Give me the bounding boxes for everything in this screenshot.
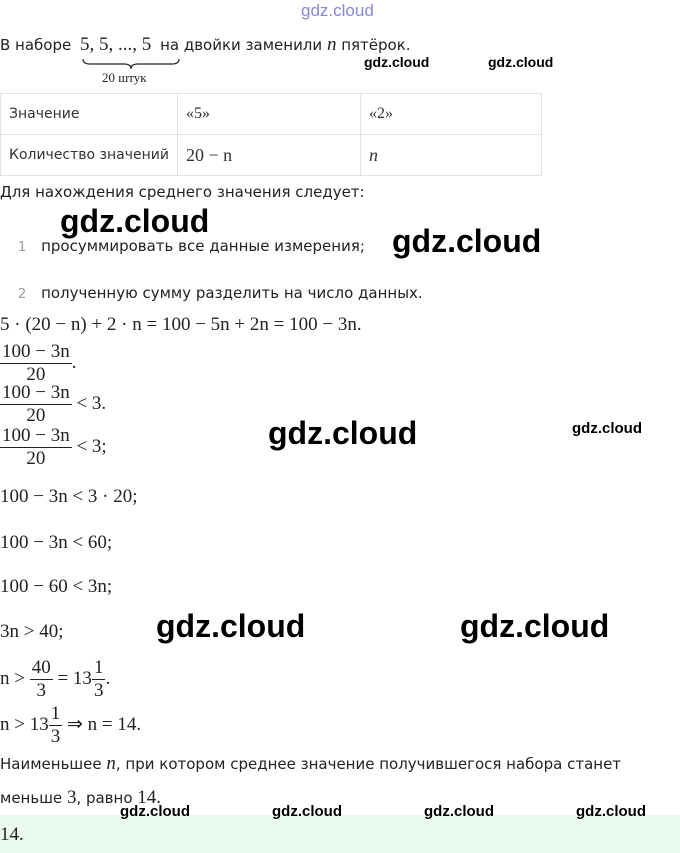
watermark: gdz.cloud xyxy=(272,803,342,820)
watermark: gdz.cloud xyxy=(576,803,646,820)
fraction: $\frac{100 - 3n}{20}$ xyxy=(2,382,70,426)
watermark: gdz.cloud xyxy=(460,608,610,644)
conclusion-line-1: Наименьшее n, при котором среднее значение получившегося набора станет xyxy=(0,753,622,774)
watermark: gdz.cloud xyxy=(60,203,210,239)
fraction: $\frac{1}{3}$ xyxy=(93,657,104,701)
table-row xyxy=(1,135,542,176)
table-cell: n xyxy=(361,135,542,176)
fraction-line-3 xyxy=(0,425,107,470)
table-cell: «5» xyxy=(178,94,361,135)
step-number: 1 xyxy=(18,240,27,255)
fraction-line-1 xyxy=(0,341,76,386)
table-row xyxy=(1,94,542,135)
step-text: просуммировать все данные измерения; xyxy=(41,237,365,255)
step-number: 2 xyxy=(18,287,27,302)
watermark: gdz.cloud xyxy=(392,223,542,259)
intro-before: В наборе xyxy=(0,36,72,54)
inequality-1: 100 − 3n < 3 · 20; xyxy=(0,486,138,507)
watermark: gdz.cloud xyxy=(364,54,430,70)
values-table xyxy=(0,93,542,176)
set-with-brace xyxy=(80,34,151,56)
fraction-dot: . xyxy=(71,351,77,373)
n-fraction-line: n > $\frac{40}{3}$ = 13 $\frac{1}{3}$ . xyxy=(0,657,111,701)
sum-line: 5 · (20 − n) + 2 · n = 100 − 5n + 2n = 100 − 3n. xyxy=(0,314,362,335)
rule-intro: Для нахождения среднего значения следует: xyxy=(0,183,365,201)
watermark: gdz.cloud xyxy=(268,415,418,451)
watermark-top: gdz.cloud xyxy=(301,1,374,20)
table-cell: «2» xyxy=(361,94,542,135)
var-n: n xyxy=(326,34,337,55)
fraction: $\frac{1}{3}$ xyxy=(50,703,61,747)
watermark: gdz.cloud xyxy=(120,803,190,820)
inequality-2: 100 − 3n < 60; xyxy=(0,532,113,553)
watermark: gdz.cloud xyxy=(572,420,642,437)
step-1 xyxy=(18,237,365,255)
table-cell: Значение xyxy=(1,94,178,135)
lt-three-semi: < 3; xyxy=(76,435,107,457)
fraction: $\frac{40}{3}$ xyxy=(31,657,51,701)
watermark: gdz.cloud xyxy=(156,608,306,644)
inequality-3: 100 − 60 < 3n; xyxy=(0,576,113,597)
watermark: gdz.cloud xyxy=(488,54,554,70)
table-cell: 20 − n xyxy=(178,135,361,176)
step-text: полученную сумму разделить на число данных. xyxy=(41,284,423,302)
watermark: gdz.cloud xyxy=(424,803,494,820)
underbrace xyxy=(82,58,180,70)
step-2 xyxy=(18,284,423,302)
fraction-line-2 xyxy=(0,382,106,427)
fraction: $\frac{100 - 3n}{20}$ xyxy=(2,425,70,469)
conclusion-line-2: меньше 3, равно 14. xyxy=(0,787,162,808)
five-set: 5, 5, ..., 5 xyxy=(80,34,152,55)
intro-line xyxy=(0,34,411,56)
lt-three: < 3. xyxy=(76,392,107,414)
n-result-line: n > 13 $\frac{1}{3}$ ⇒ n = 14. xyxy=(0,703,142,747)
intro-after-b: пятёрок. xyxy=(341,36,411,54)
answer-value: 14. xyxy=(0,824,24,845)
brace-label: 20 штук xyxy=(102,70,147,85)
inequality-4: 3n > 40; xyxy=(0,621,64,642)
fraction: $\frac{100 - 3n}{20}$ xyxy=(2,341,70,385)
answer-box xyxy=(0,815,680,853)
table-cell: Количество значений xyxy=(1,135,178,176)
intro-after-a: на двойки заменили xyxy=(160,36,323,54)
